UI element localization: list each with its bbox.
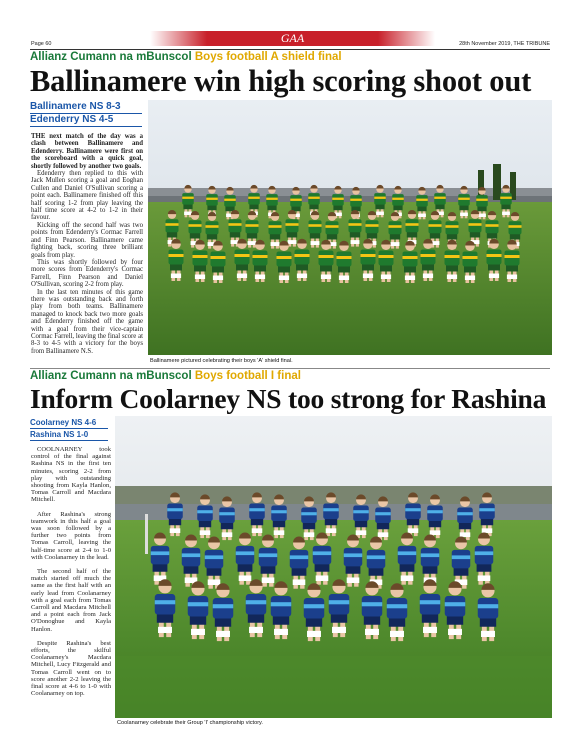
article1-paragraph: Edenderry then replied to this with Jack Mullen scoring a goal and Eoghan Cullen and Daniel O'Sullivan scoring a point each. Ballinamere finished off this half scoring 1-2 from play leaving the half time score at 4-2 to 1-2 in their favour. [31, 170, 143, 222]
header-rule [30, 49, 550, 50]
section-divider [30, 368, 550, 369]
article1-score-home: Ballinamere NS 8-3 [30, 101, 121, 112]
article1-body [31, 133, 143, 369]
article2-score-home: Coolarney NS 4-6 [30, 418, 97, 427]
article2-org: Allianz Cumann na mBunscol [30, 370, 192, 382]
article1-paragraph: THE next match of the day was a clash between Ballinamere and Edenderry. Ballinamere were first on the scoreboard with a quick goal, shortly followed by another two goals. [31, 133, 143, 170]
page-number: Page 60 [31, 41, 52, 47]
article2-paragraph: The second half of the match started off much the same as the first half with an early lead from Coolanarney with a goal each from Tomas Carroll and Macdara Mitchell and a point each from Jack O'Donoghue and Kayla Hanlon. [31, 568, 111, 633]
article2-paragraph: COOLNARNEY took control of the final against Rashina NS in the first ten minutes, scoring 2-2 from play with outstanding shooting from Kayla Hanlon, Tomas Carroll and Macdara Mitchell. [31, 446, 111, 504]
issue-date: 28th November 2019, THE TRIBUNE [459, 41, 550, 47]
article2-kicker [30, 370, 301, 382]
score-divider [30, 126, 142, 127]
article1-competition: Boys football A shield final [194, 51, 342, 63]
article2-team-photo [115, 416, 552, 718]
team-photo-illustration [115, 416, 552, 718]
article1-org: Allianz Cumann na mBunscol [30, 51, 192, 63]
article2-caption: Coolanarney celebrate their Group 'I' championship victory. [117, 720, 263, 726]
article2-headline: Inform Coolarney NS too strong for Rashina [30, 383, 547, 414]
article1-paragraph: In the last ten minutes of this game there was outstanding back and forth play from both teams. Ballinamere managed to knock back two more goals and Edenderry finished off the game with a goal from their vice-captain Cormac Farrell, leaving the final score at 8-3 to 4-5 with a victory for the boys from Ballinamere N.S. [31, 288, 143, 355]
article2-paragraph: After Rashina's strong teamwork in this half a goal was soon followed by a further two points from Tomas Carroll, leaving the half-time score at 2-4 to 1-0 with Coolanarney in the lead. [31, 510, 111, 561]
article1-headline: Ballinamere win high scoring shoot out [30, 64, 532, 98]
article1-team-photo [148, 100, 552, 355]
score-divider [30, 428, 108, 429]
article1-paragraph: This was shortly followed by four more scores from Edenderry's Cormac Farrell, Finn Pearson and Daniel O'Sullivan, scoring 2-2 from play. [31, 258, 143, 289]
article1-kicker [30, 51, 342, 63]
article2-body [31, 446, 111, 702]
article2-paragraph: Despite Rashina's best efforts, the skilful Coolanarney's Macdara Mitchell, Lucy Fitzgerald and Tomas Carroll went on to score another 2-2 leaving the final score at 4-6 to 1-0 with Coolanarney on top. [31, 639, 111, 698]
section-banner: GAA [150, 31, 435, 46]
article2-competition: Boys football I final [194, 370, 301, 382]
article1-paragraph: Kicking off the second half was two points from Edenderry's Cormac Farrell and Finn Pearson. Ballinamere came fighting back, scoring three brilliant goals from play. [31, 221, 143, 259]
score-divider [30, 440, 108, 441]
article1-score-away: Edenderry NS 4-5 [30, 114, 114, 125]
article1-caption: Ballinamere pictured celebrating their boys 'A' shield final. [150, 358, 293, 364]
article2-score-away: Rashina NS 1-0 [30, 430, 89, 439]
team-photo-illustration [148, 100, 552, 355]
